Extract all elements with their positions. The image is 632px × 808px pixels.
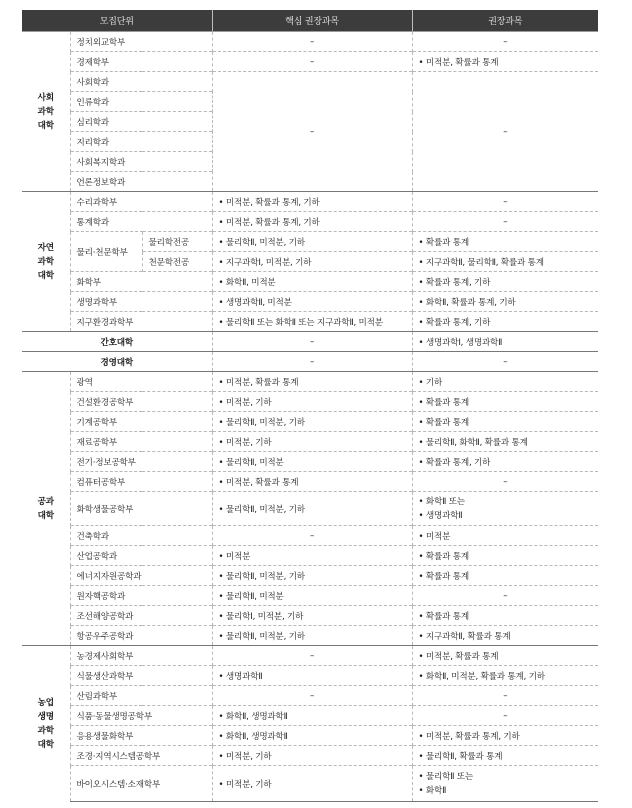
rec-cell: – (412, 72, 598, 192)
dept-cell: 조경·지역시스템공학부 (70, 746, 212, 766)
core-cell: • 물리학Ⅱ, 미적분, 기하 (212, 566, 412, 586)
dept-cell: 화학부 (70, 272, 212, 292)
rec-cell: – (412, 686, 598, 706)
core-cell: • 미적분, 기하 (212, 766, 412, 802)
dept-cell: 식품·동물생명공학부 (70, 706, 212, 726)
rec-cell: • 미적분 (412, 526, 598, 546)
dept-cell: 지구환경과학부 (70, 312, 212, 332)
rec-cell: • 화학Ⅱ, 미적분, 확률과 통계, 기하 (412, 666, 598, 686)
dept-cell: 정치외교학부 (70, 32, 212, 52)
table-row (22, 646, 598, 666)
table-row (22, 212, 598, 232)
major-cell: 물리학전공 (142, 232, 212, 252)
table-row (22, 232, 598, 252)
core-cell: • 미적분, 확률과 통계, 기하 (212, 212, 412, 232)
table-row (22, 372, 598, 392)
table-row (22, 706, 598, 726)
table-row (22, 312, 598, 332)
core-cell: – (212, 352, 412, 372)
rec-cell: • 확률과 통계 (412, 392, 598, 412)
core-cell: • 물리학Ⅱ, 미적분 (212, 452, 412, 472)
table-row (22, 332, 598, 352)
recommended-subjects-table (22, 10, 598, 802)
table-row (22, 566, 598, 586)
table-row (22, 452, 598, 472)
header-recommended: 권장과목 (412, 10, 598, 32)
dept-cell: 기계공학부 (70, 412, 212, 432)
dept-cell: 통계학과 (70, 212, 212, 232)
table-row (22, 526, 598, 546)
rec-cell: • 미적분, 확률과 통계 (412, 646, 598, 666)
dept-cell: 산림과학부 (70, 686, 212, 706)
core-cell: • 미적분, 기하 (212, 432, 412, 452)
dept-cell: 건축학과 (70, 526, 212, 546)
dept-cell: 농경제사회학부 (70, 646, 212, 666)
core-cell: – (212, 332, 412, 352)
rec-cell: • 지구과학Ⅱ, 확률과 통계 (412, 626, 598, 646)
core-cell: – (212, 686, 412, 706)
dept-cell: 재료공학부 (70, 432, 212, 452)
core-cell: – (212, 32, 412, 52)
rec-cell: • 미적분, 확률과 통계 (412, 52, 598, 72)
rec-cell: • 확률과 통계 (412, 566, 598, 586)
dept-cell: 항공우주공학과 (70, 626, 212, 646)
major-cell: 천문학전공 (142, 252, 212, 272)
rec-cell: • 확률과 통계 (412, 606, 598, 626)
table-row (22, 492, 598, 526)
rec-cell: • 물리학Ⅱ 또는 • 화학Ⅱ (412, 766, 598, 802)
table-row (22, 72, 598, 92)
rec-cell: • 확률과 통계 (412, 232, 598, 252)
dept-cell: 에너지자원공학과 (70, 566, 212, 586)
dept-cell: 식물생산과학부 (70, 666, 212, 686)
core-cell: • 미적분, 확률과 통계 (212, 472, 412, 492)
table-row (22, 666, 598, 686)
table-row (22, 292, 598, 312)
rec-cell: • 기하 (412, 372, 598, 392)
table-row (22, 472, 598, 492)
rec-cell: • 물리학Ⅱ, 확률과 통계 (412, 746, 598, 766)
dept-cell: 언론정보학과 (70, 172, 212, 192)
core-cell: • 물리학Ⅱ 또는 화학Ⅱ 또는 지구과학Ⅱ, 미적분 (212, 312, 412, 332)
dept-cell: 화학생물공학부 (70, 492, 212, 526)
dept-cell: 인류학과 (70, 92, 212, 112)
core-cell: • 물리학Ⅱ, 미적분, 기하 (212, 626, 412, 646)
table-row (22, 586, 598, 606)
table-row (22, 352, 598, 372)
core-cell: – (212, 52, 412, 72)
rec-cell: • 생명과학Ⅰ, 생명과학Ⅱ (412, 332, 598, 352)
dept-cell: 지리학과 (70, 132, 212, 152)
dept-cell: 바이오시스템·소재학부 (70, 766, 212, 802)
dept-cell: 광역 (70, 372, 212, 392)
core-cell: • 물리학Ⅱ, 미적분 (212, 586, 412, 606)
core-cell: • 물리학Ⅱ, 미적분, 기하 (212, 232, 412, 252)
core-cell: • 미적분 (212, 546, 412, 566)
dept-cell: 조선해양공학과 (70, 606, 212, 626)
header-core: 핵심 권장과목 (212, 10, 412, 32)
rec-cell: – (412, 352, 598, 372)
college-nursing: 간호대학 (22, 332, 212, 352)
core-cell: – (212, 72, 412, 192)
dept-cell: 원자핵공학과 (70, 586, 212, 606)
dept-cell: 건설환경공학부 (70, 392, 212, 412)
table-row (22, 52, 598, 72)
table-row (22, 392, 598, 412)
header-unit: 모집단위 (22, 10, 212, 32)
dept-cell: 경제학부 (70, 52, 212, 72)
rec-cell: • 확률과 통계, 기하 (412, 312, 598, 332)
rec-cell: – (412, 472, 598, 492)
dept-cell: 수리과학부 (70, 192, 212, 212)
table-row (22, 192, 598, 212)
dept-cell: 사회복지학과 (70, 152, 212, 172)
core-cell: • 물리학Ⅱ, 미적분, 기하 (212, 412, 412, 432)
rec-cell: • 확률과 통계, 기하 (412, 452, 598, 472)
table-row (22, 726, 598, 746)
college-agriculture-life-science: 농업 생명 과학 대학 (22, 646, 70, 802)
rec-cell: • 미적분, 확률과 통계, 기하 (412, 726, 598, 746)
table-row (22, 32, 598, 52)
rec-cell: • 화학Ⅱ, 확률과 통계, 기하 (412, 292, 598, 312)
table-row (22, 766, 598, 802)
core-cell: • 지구과학Ⅰ, 미적분, 기하 (212, 252, 412, 272)
table-row (22, 626, 598, 646)
table-row (22, 412, 598, 432)
table-row (22, 686, 598, 706)
table-row (22, 432, 598, 452)
college-social-science: 사회 과학 대학 (22, 32, 70, 192)
college-natural-science: 자연 과학 대학 (22, 192, 70, 332)
table-header-row (22, 10, 598, 32)
core-cell: • 미적분, 기하 (212, 392, 412, 412)
dept-cell: 산업공학과 (70, 546, 212, 566)
core-cell: • 미적분, 확률과 통계 (212, 372, 412, 392)
rec-cell: • 확률과 통계 (412, 412, 598, 432)
rec-cell: – (412, 706, 598, 726)
rec-cell: • 물리학Ⅱ, 화학Ⅱ, 확률과 통계 (412, 432, 598, 452)
core-cell: • 미적분, 기하 (212, 746, 412, 766)
dept-cell: 컴퓨터공학부 (70, 472, 212, 492)
core-cell: – (212, 646, 412, 666)
rec-cell: – (412, 586, 598, 606)
table-row (22, 272, 598, 292)
core-cell: • 생명과학Ⅱ, 미적분 (212, 292, 412, 312)
core-cell: • 생명과학Ⅱ (212, 666, 412, 686)
dept-cell: 물리·천문학부 (70, 232, 142, 272)
dept-cell: 사회학과 (70, 72, 212, 92)
rec-cell: • 확률과 통계 (412, 546, 598, 566)
core-cell: • 화학Ⅱ, 미적분 (212, 272, 412, 292)
rec-cell: • 지구과학Ⅱ, 물리학Ⅱ, 확률과 통계 (412, 252, 598, 272)
core-cell: • 화학Ⅱ, 생명과학Ⅱ (212, 706, 412, 726)
core-cell: • 물리학Ⅰ, 미적분, 기하 (212, 606, 412, 626)
dept-cell: 전기·정보공학부 (70, 452, 212, 472)
rec-cell: – (412, 192, 598, 212)
rec-cell: • 확률과 통계, 기하 (412, 272, 598, 292)
table-row (22, 606, 598, 626)
rec-cell: – (412, 212, 598, 232)
core-cell: • 화학Ⅱ, 생명과학Ⅱ (212, 726, 412, 746)
college-engineering: 공과 대학 (22, 372, 70, 646)
dept-cell: 심리학과 (70, 112, 212, 132)
core-cell: • 물리학Ⅱ, 미적분, 기하 (212, 492, 412, 526)
dept-cell: 응용생물화학부 (70, 726, 212, 746)
dept-cell: 생명과학부 (70, 292, 212, 312)
core-cell: – (212, 526, 412, 546)
table-row (22, 746, 598, 766)
table-row (22, 546, 598, 566)
college-business: 경영대학 (22, 352, 212, 372)
rec-cell: – (412, 32, 598, 52)
core-cell: • 미적분, 확률과 통계, 기하 (212, 192, 412, 212)
rec-cell: • 화학Ⅱ 또는 • 생명과학Ⅱ (412, 492, 598, 526)
